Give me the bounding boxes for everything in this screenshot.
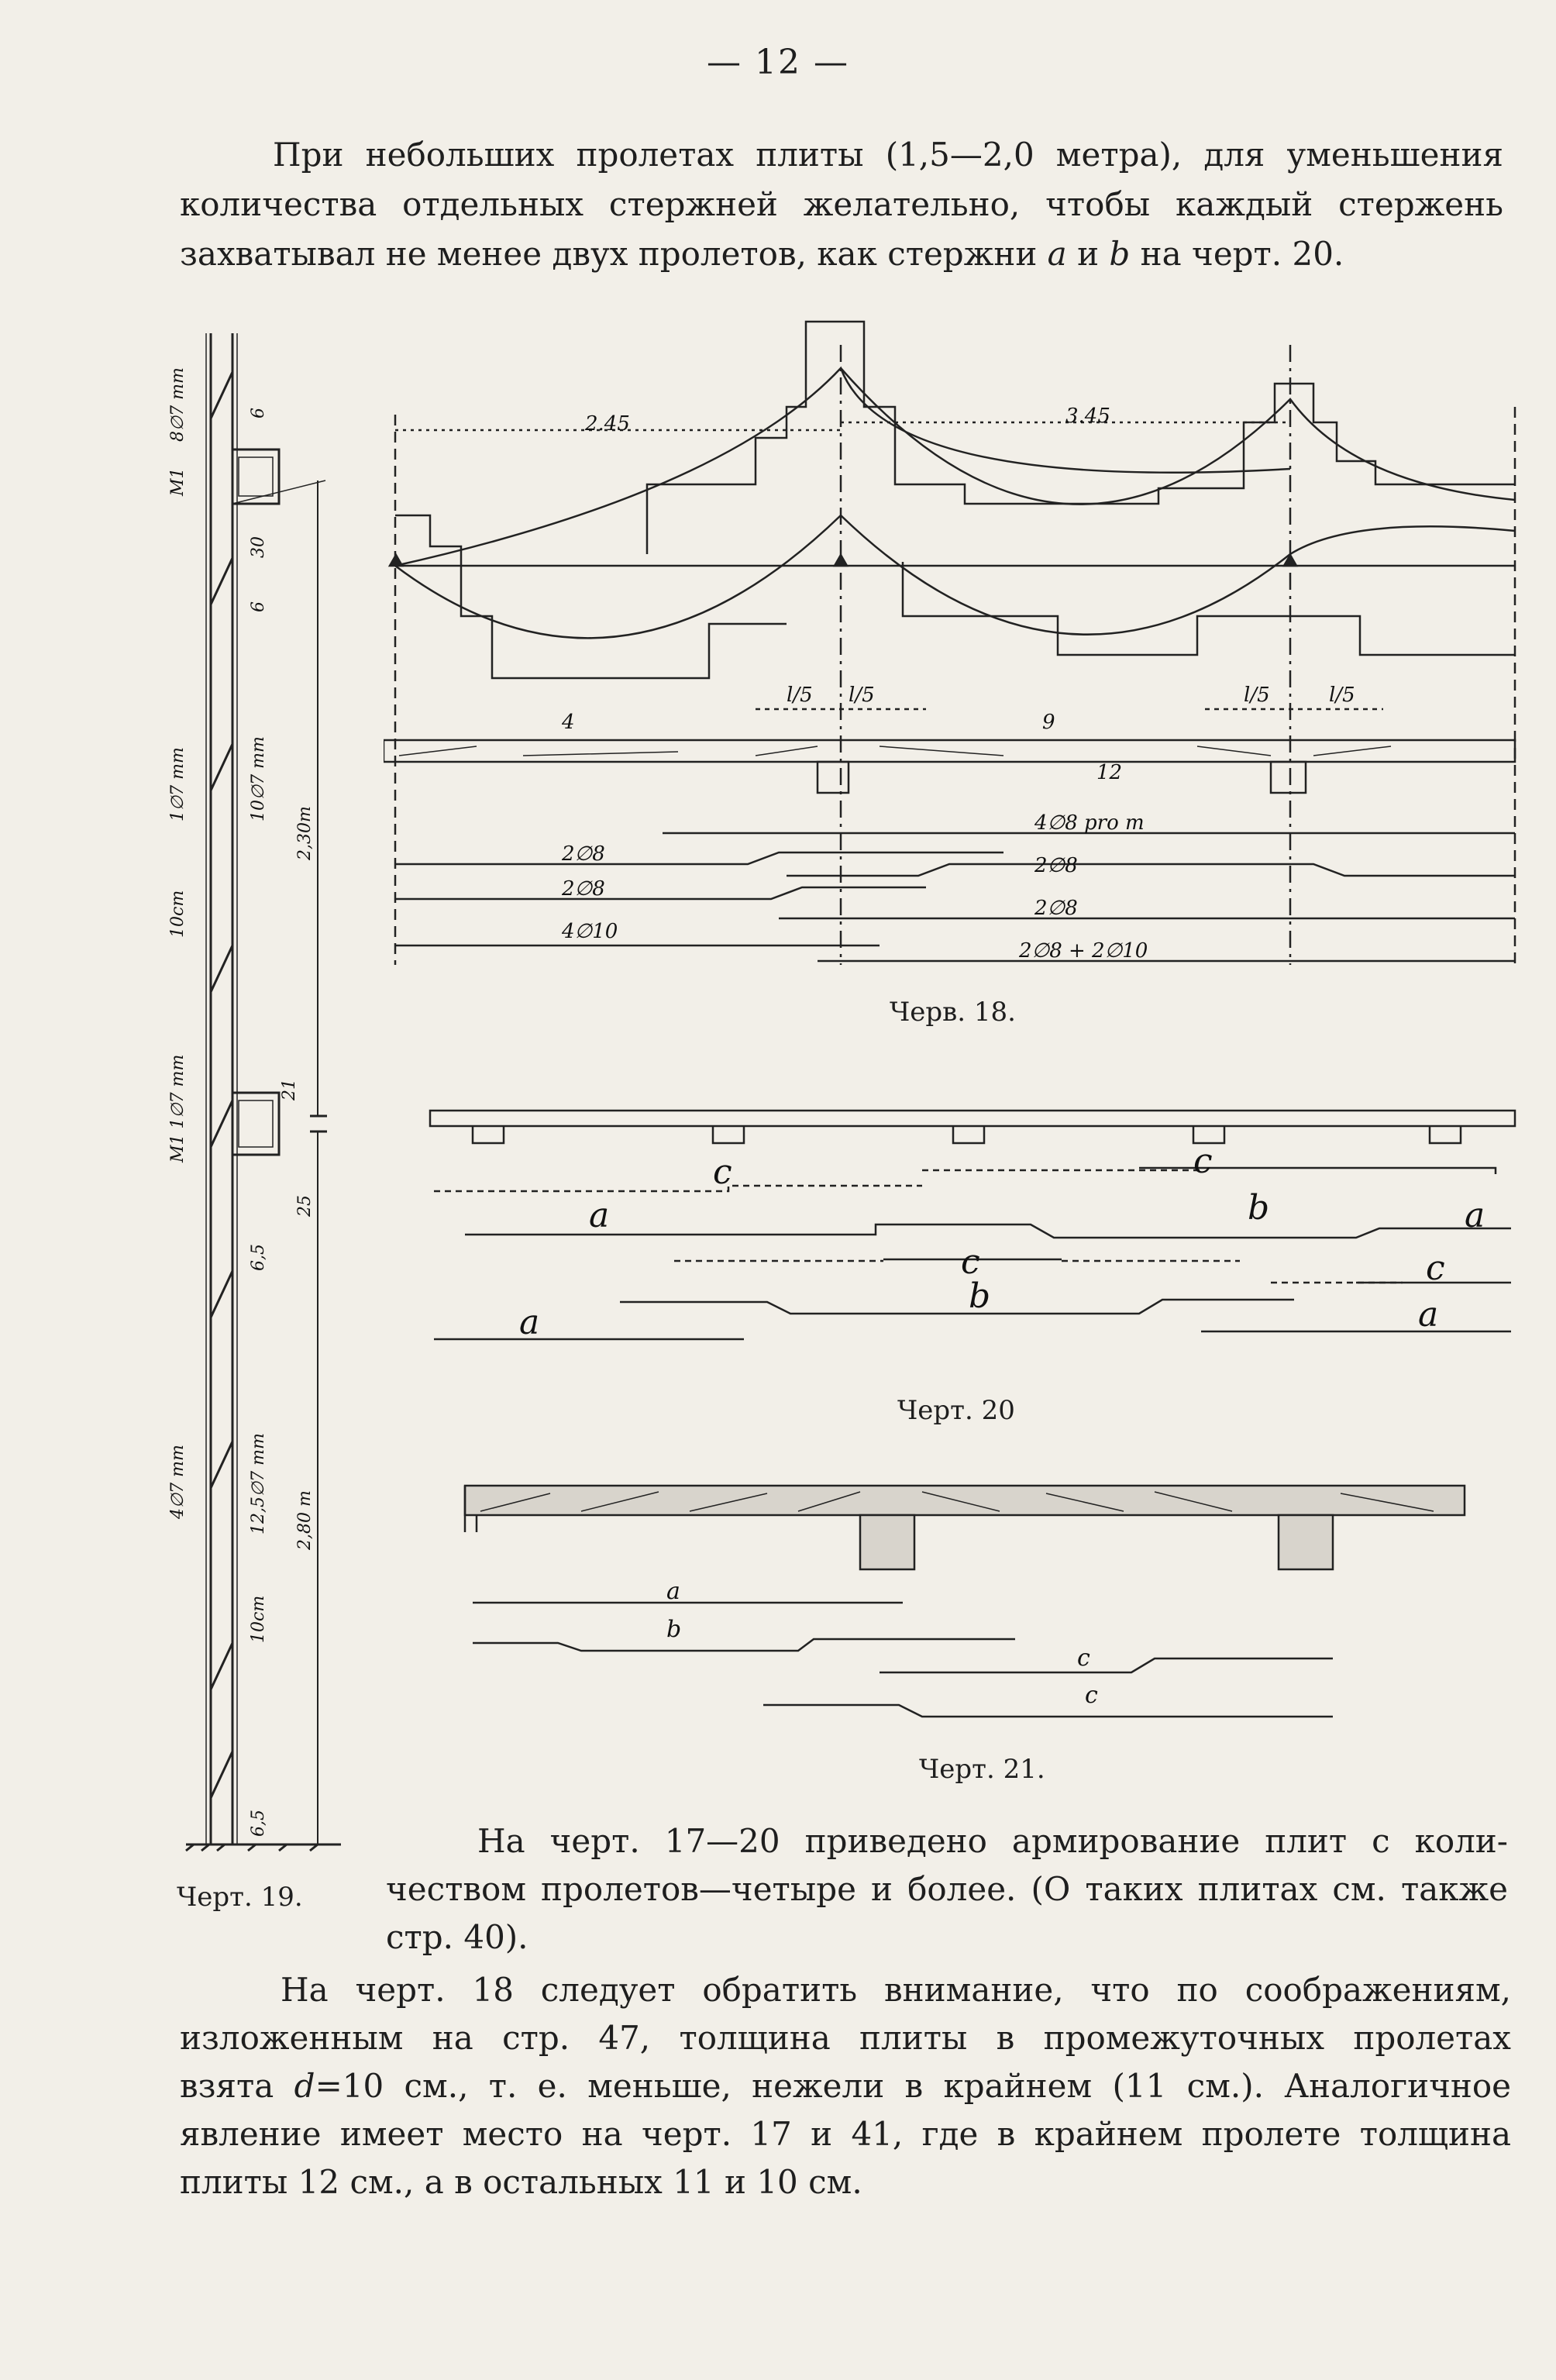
fig19-label: M1 1∅7 mm	[168, 1054, 188, 1162]
fig19-label: 6	[249, 408, 268, 418]
fig20-label: a	[1465, 1196, 1485, 1235]
figure-18-diagram	[384, 298, 1530, 980]
fig18-bar: 2∅8	[562, 842, 605, 866]
fig19-label: 4∅7 mm	[168, 1445, 188, 1519]
fig18-bar: 2∅8 + 2∅10	[1019, 939, 1148, 963]
fig20-label: a	[1418, 1295, 1439, 1335]
fig19-label: 2,80 m	[295, 1490, 315, 1550]
intro-paragraph	[180, 130, 1503, 279]
fig20-label: c	[713, 1152, 732, 1192]
fig20-label: a	[589, 1196, 610, 1235]
fig20-label: b	[1248, 1188, 1270, 1228]
page-number: — 12 —	[707, 43, 849, 82]
fig18-l5: l/5	[787, 684, 813, 707]
para3-line-3: взята d=10 см., т. е. меньше, нежели в крайнем (11 см.). Аналогичное	[180, 2067, 1512, 2105]
fig21-label: c	[1085, 1682, 1098, 1709]
figure-19-caption: Черт. 19.	[177, 1882, 303, 1913]
fig18-l5: l/5	[849, 684, 875, 707]
fig21-label: a	[666, 1578, 680, 1605]
fig18-l5: l/5	[1329, 684, 1355, 707]
fig20-label: c	[1426, 1249, 1445, 1288]
fig19-label: 10cm	[249, 1595, 268, 1643]
intro-line-2: количества отдельных стержней желательно, чтобы каждый стержень	[180, 185, 1503, 223]
fig20-label: a	[519, 1303, 540, 1342]
fig18-span-2: 3.45	[1065, 405, 1110, 428]
figure-20-caption: Черт. 20	[897, 1395, 1015, 1426]
fig18-bar: 4∅10	[562, 920, 618, 943]
fig18-label-9: 9	[1042, 711, 1055, 734]
paragraph-3	[180, 1966, 1511, 2206]
fig19-label: 2,30m	[295, 806, 315, 860]
fig20-label: c	[1193, 1142, 1213, 1181]
fig19-label: 30	[249, 536, 268, 558]
para2-line-3: стр. 40).	[386, 1918, 528, 1956]
figure-20-diagram	[426, 1097, 1527, 1360]
fig18-bar: 2∅8	[562, 877, 605, 901]
fig19-label: 10∅7 mm	[249, 736, 268, 821]
fig18-bar: 4∅8 pro m	[1034, 811, 1145, 835]
fig19-label: 6	[249, 601, 268, 612]
figure-21-diagram	[457, 1476, 1488, 1732]
fig19-label: 21	[280, 1079, 299, 1100]
fig18-label-4: 4	[562, 711, 575, 734]
fig19-label: 6,5	[249, 1810, 268, 1837]
figure-18-caption: Черв. 18.	[890, 997, 1016, 1028]
fig19-label: 6,5	[249, 1244, 268, 1271]
para3-line-2: изложенным на стр. 47, толщина плиты в промежуточных пролетах	[180, 2019, 1511, 2057]
fig19-label: 8∅7 mm	[168, 367, 188, 442]
fig19-label: 10cm	[168, 890, 188, 938]
para2-line-2: чеством пролетов—четыре и более. (О таких плитах см. также	[386, 1870, 1508, 1908]
fig19-label: 1∅7 mm	[168, 747, 188, 821]
para3-line-4: явление имеет место на черт. 17 и 41, где в крайнем пролете толщина	[180, 2115, 1511, 2153]
paragraph-2	[386, 1817, 1508, 1962]
intro-line-3: захватывал не менее двух пролетов, как стержни a и b на черт. 20.	[180, 235, 1344, 273]
fig19-label: M1	[168, 467, 188, 496]
fig18-l5: l/5	[1244, 684, 1270, 707]
fig18-bar: 2∅8	[1034, 854, 1078, 877]
var-b: b	[1109, 235, 1131, 273]
para3-line-1: На черт. 18 следует обратить внимание, что по соображениям,	[281, 1971, 1511, 2009]
var-d: d	[294, 2067, 315, 2105]
var-a: a	[1047, 235, 1067, 273]
para3-line-5: плиты 12 см., а в остальных 11 и 10 см.	[180, 2163, 862, 2201]
para2-line-1: На черт. 17—20 приведено армирование плит с коли-	[477, 1822, 1508, 1860]
intro-line-1: При небольших пролетах плиты (1,5—2,0 метра), для уменьшения	[273, 136, 1503, 174]
fig21-label: b	[666, 1616, 682, 1643]
fig18-label-12: 12	[1096, 761, 1123, 784]
fig21-label: c	[1077, 1645, 1090, 1672]
fig18-span-1: 2.45	[585, 412, 630, 436]
fig18-bar: 2∅8	[1034, 897, 1078, 920]
fig19-label: 25	[295, 1195, 315, 1217]
fig20-label: b	[969, 1276, 991, 1316]
figure-21-caption: Черт. 21.	[919, 1754, 1045, 1785]
fig20-label: c	[961, 1242, 980, 1282]
fig19-label: 12,5∅7 mm	[249, 1433, 268, 1534]
figure-19-column	[155, 325, 356, 1875]
